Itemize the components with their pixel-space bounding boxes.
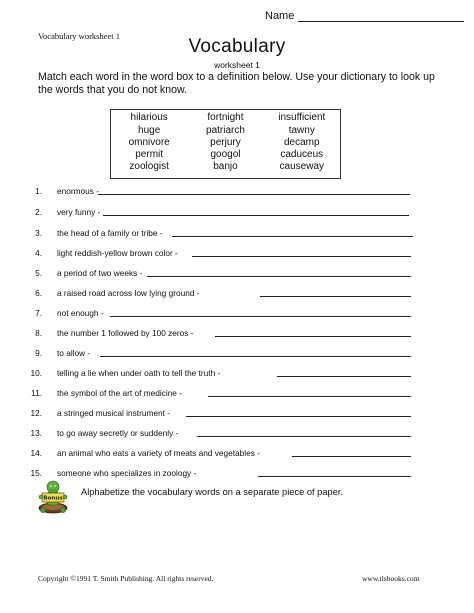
question-text: to allow - xyxy=(57,348,91,358)
question-row xyxy=(0,247,474,259)
page-subtitle: worksheet 1 xyxy=(214,60,260,70)
question-number: 14. xyxy=(30,448,42,458)
question-text: a period of two weeks - xyxy=(57,268,143,278)
question-row xyxy=(0,307,474,319)
page-title: Vocabulary xyxy=(188,36,286,57)
question-row xyxy=(0,407,474,419)
question-text: not enough - xyxy=(57,308,104,318)
answer-blank[interactable] xyxy=(197,436,411,437)
question-number: 7. xyxy=(35,308,42,318)
word: decamp xyxy=(283,137,320,148)
question-text: someone who specializes in zoology - xyxy=(57,468,197,478)
question-row xyxy=(0,467,474,479)
question-number: 4. xyxy=(35,248,42,258)
website-link[interactable]: www.tlsbooks.com xyxy=(362,574,420,583)
word: patriarch xyxy=(206,125,245,136)
word: banjo xyxy=(213,161,238,172)
word-box-row xyxy=(111,161,340,172)
word: insufficient xyxy=(278,112,326,123)
word: permit xyxy=(135,149,164,160)
question-text: telling a lie when under oath to tell the truth - xyxy=(57,368,221,378)
word-box-row xyxy=(111,137,340,148)
answer-blank[interactable] xyxy=(258,476,411,477)
question-number: 9. xyxy=(35,348,42,358)
word: omnivore xyxy=(128,137,170,148)
question-number: 1. xyxy=(35,186,42,196)
question-row xyxy=(0,427,474,439)
answer-blank[interactable] xyxy=(215,336,411,337)
question-text: a raised road across low lying ground - xyxy=(57,288,200,298)
question-row xyxy=(0,227,474,239)
question-row xyxy=(0,206,474,218)
question-text: a stringed musical instrument - xyxy=(57,408,170,418)
copyright-notice: Copyright ©1991 T. Smith Publishing. All rights reserved. xyxy=(38,574,214,583)
word-box-row xyxy=(111,125,340,136)
instructions: Match each word in the word box to a definition below. Use your dictionary to look up the words that you do not know. xyxy=(38,71,435,96)
question-text: an animal who eats a variety of meats and vegetables - xyxy=(57,448,260,458)
word: googol xyxy=(210,149,241,160)
word: caduceus xyxy=(280,149,324,160)
question-text: the number 1 followed by 100 zeros - xyxy=(57,328,194,338)
answer-blank[interactable] xyxy=(147,276,411,277)
answer-blank[interactable] xyxy=(260,296,411,297)
bonus-instructions: Alphabetize the vocabulary words on a separate piece of paper. xyxy=(81,487,344,497)
bonus-turtle-icon xyxy=(36,480,70,514)
answer-blank[interactable] xyxy=(192,256,411,257)
question-number: 12. xyxy=(30,408,42,418)
question-row xyxy=(0,287,474,299)
question-row xyxy=(0,387,474,399)
question-row xyxy=(0,267,474,279)
word-box-row xyxy=(111,112,340,123)
question-row xyxy=(0,447,474,459)
word: fortnight xyxy=(207,112,244,123)
question-row xyxy=(0,367,474,379)
question-number: 2. xyxy=(35,207,42,217)
question-text: very funny - xyxy=(57,207,101,217)
question-number: 6. xyxy=(35,288,42,298)
name-label: Name xyxy=(265,10,295,22)
word: zoologist xyxy=(129,161,169,172)
question-number: 11. xyxy=(31,388,42,398)
answer-blank[interactable] xyxy=(277,376,411,377)
answer-blank[interactable] xyxy=(98,194,410,195)
word: perjury xyxy=(210,137,241,148)
question-text: the symbol of the art of medicine - xyxy=(57,388,182,398)
word: hilarious xyxy=(130,112,168,123)
bonus-badge-text: Bonus xyxy=(43,495,63,502)
word-box-row xyxy=(111,149,340,160)
answer-blank[interactable] xyxy=(172,236,413,237)
name-blank[interactable] xyxy=(298,11,464,22)
question-text: the head of a family or tribe - xyxy=(57,228,163,238)
answer-blank[interactable] xyxy=(103,215,409,216)
word: causeway xyxy=(279,161,325,172)
question-number: 3. xyxy=(35,228,42,238)
question-number: 5. xyxy=(35,268,42,278)
word-box xyxy=(110,109,341,179)
question-row xyxy=(0,185,474,197)
question-text: enormous - xyxy=(57,186,99,196)
question-row xyxy=(0,327,474,339)
name-field[interactable] xyxy=(265,10,464,22)
question-number: 15. xyxy=(30,468,42,478)
question-text: to go away secretly or suddenly - xyxy=(57,428,179,438)
worksheet-label: Vocabulary worksheet 1 xyxy=(38,31,120,41)
question-number: 10. xyxy=(30,368,42,378)
answer-blank[interactable] xyxy=(208,396,411,397)
answer-blank[interactable] xyxy=(100,356,411,357)
answer-blank[interactable] xyxy=(110,316,411,317)
answer-blank[interactable] xyxy=(292,456,411,457)
answer-blank[interactable] xyxy=(186,416,411,417)
word: huge xyxy=(138,125,161,136)
question-text: light reddish-yellow brown color - xyxy=(57,248,178,258)
word: tawny xyxy=(288,125,315,136)
question-number: 13. xyxy=(30,428,42,438)
question-number: 8. xyxy=(35,328,42,338)
question-row xyxy=(0,347,474,359)
